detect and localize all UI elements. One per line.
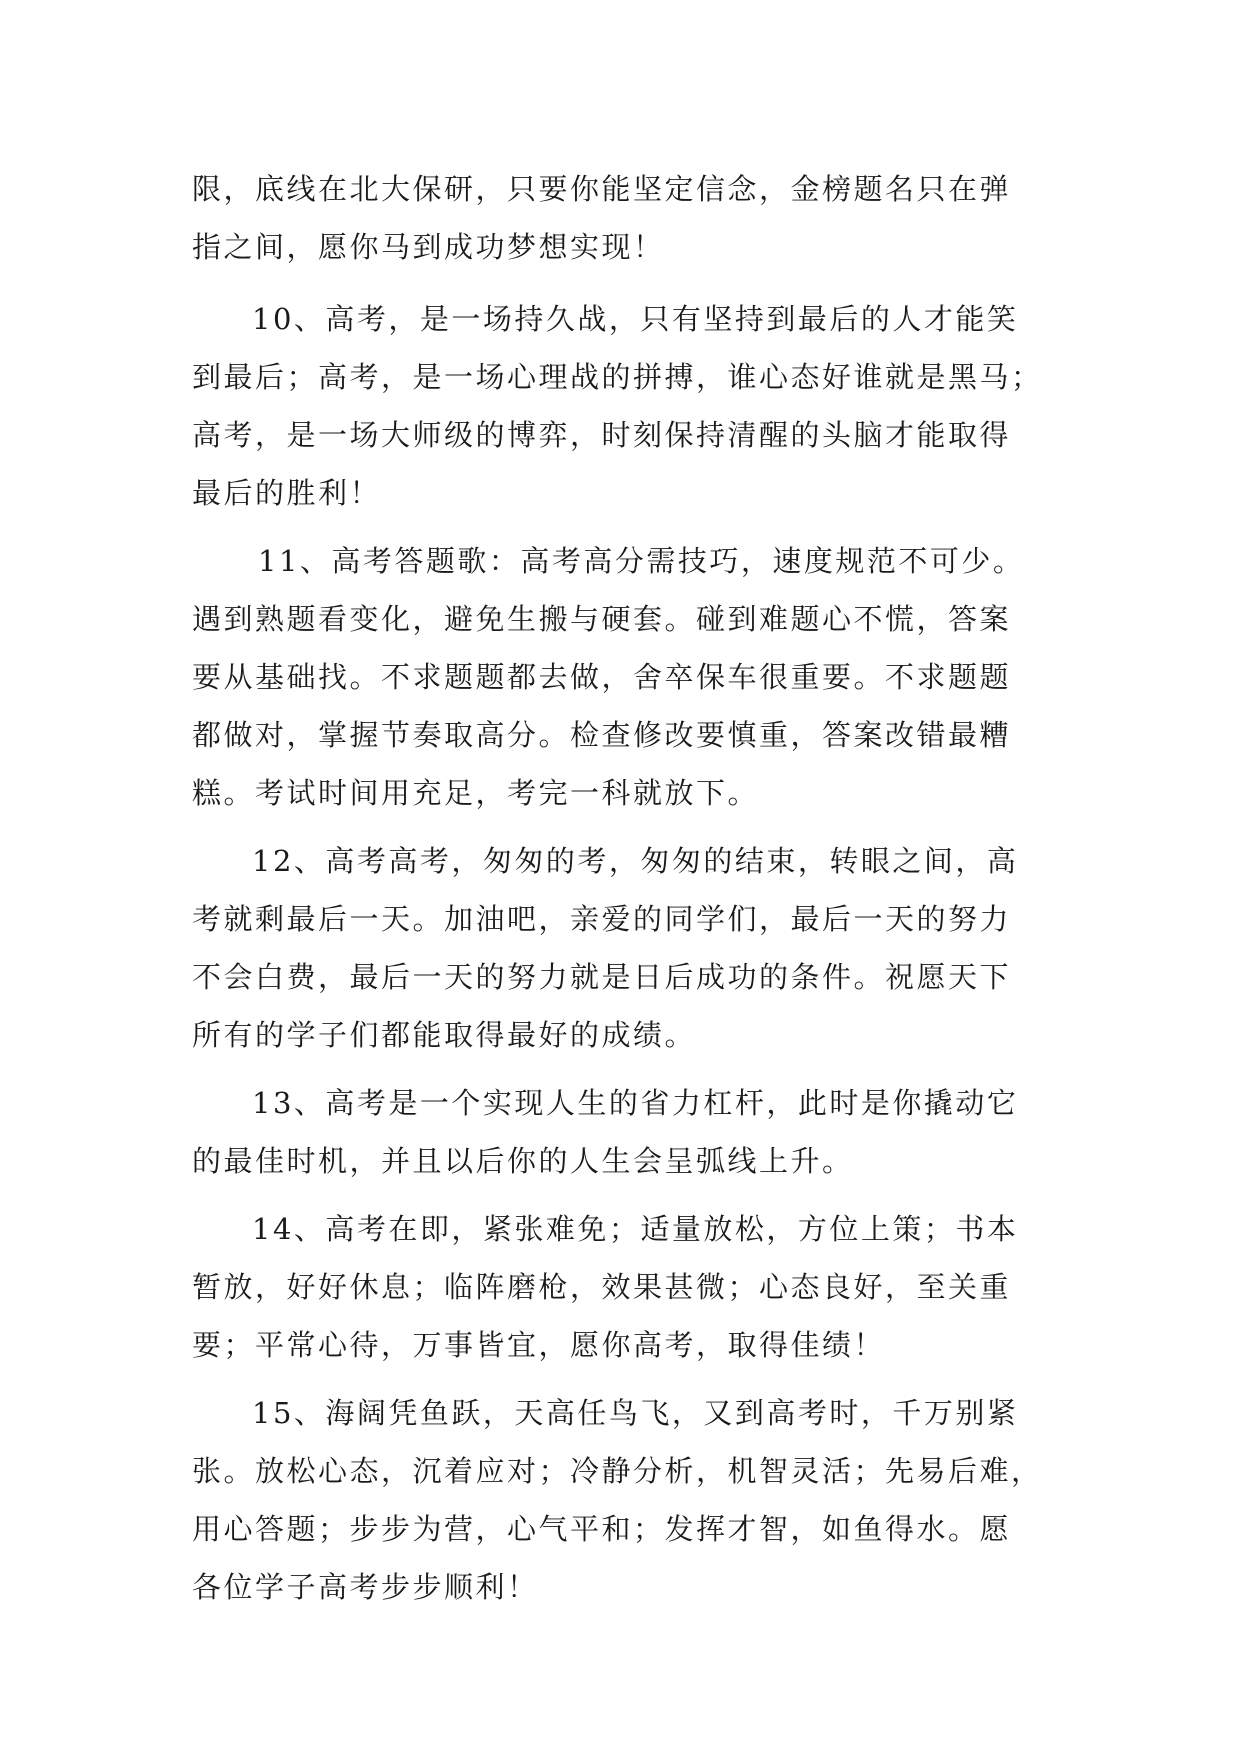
paragraph-item-11 <box>192 532 1060 822</box>
text-line: 各位学子高考步步顺利！ <box>192 1570 539 1604</box>
text-line: 糕。考试时间用充足，考完一科就放下。 <box>192 776 760 810</box>
text-line: 高考，是一场大师级的博弈，时刻保持清醒的头脑才能取得 <box>192 418 1012 452</box>
text-line: 所有的学子们都能取得最好的成绩。 <box>192 1018 697 1052</box>
text-line: 13、高考是一个实现人生的省力杠杆，此时是你撬动它 <box>252 1086 1019 1120</box>
text-line: 都做对，掌握节奏取高分。检查修改要慎重，答案改错最糟 <box>192 718 1012 752</box>
text-line: 限，底线在北大保研，只要你能坚定信念，金榜题名只在弹 <box>192 172 1012 206</box>
text-line: 张。放松心态，沉着应对；冷静分析，机智灵活；先易后难， <box>192 1454 1043 1488</box>
paragraph-item-10 <box>192 290 1060 522</box>
text-line: 最后的胜利！ <box>192 476 382 510</box>
text-line: 用心答题；步步为营，心气平和；发挥才智，如鱼得水。愿 <box>192 1512 1012 1546</box>
text-line: 15、海阔凭鱼跃，天高任鸟飞，又到高考时，千万别紧 <box>252 1396 1019 1430</box>
text-line: 考就剩最后一天。加油吧，亲爱的同学们，最后一天的努力 <box>192 902 1012 936</box>
paragraph-item-15 <box>192 1384 1060 1616</box>
text-line: 指之间，愿你马到成功梦想实现！ <box>192 230 665 264</box>
text-line: 不会白费，最后一天的努力就是日后成功的条件。祝愿天下 <box>192 960 1012 994</box>
text-line: 到最后；高考，是一场心理战的拼搏，谁心态好谁就是黑马； <box>192 360 1043 394</box>
text-line: 要；平常心待，万事皆宜，愿你高考，取得佳绩！ <box>192 1328 886 1362</box>
text-line: 遇到熟题看变化，避免生搬与硬套。碰到难题心不慌，答案 <box>192 602 1012 636</box>
paragraph-item-13 <box>192 1074 1060 1190</box>
paragraph-item-14 <box>192 1200 1060 1374</box>
text-line: 暂放，好好休息；临阵磨枪，效果甚微；心态良好，至关重 <box>192 1270 1012 1304</box>
text-line: 的最佳时机，并且以后你的人生会呈弧线上升。 <box>192 1144 854 1178</box>
paragraph-continuation <box>192 160 1060 276</box>
text-line: 11、高考答题歌：高考高分需技巧，速度规范不可少。 <box>258 544 1025 578</box>
paragraph-item-12 <box>192 832 1060 1064</box>
text-line: 14、高考在即，紧张难免；适量放松，方位上策；书本 <box>252 1212 1019 1246</box>
document-body <box>192 160 1060 1626</box>
text-line: 10、高考，是一场持久战，只有坚持到最后的人才能笑 <box>252 302 1019 336</box>
text-line: 要从基础找。不求题题都去做，舍卒保车很重要。不求题题 <box>192 660 1012 694</box>
text-line: 12、高考高考，匆匆的考，匆匆的结束，转眼之间，高 <box>252 844 1019 878</box>
